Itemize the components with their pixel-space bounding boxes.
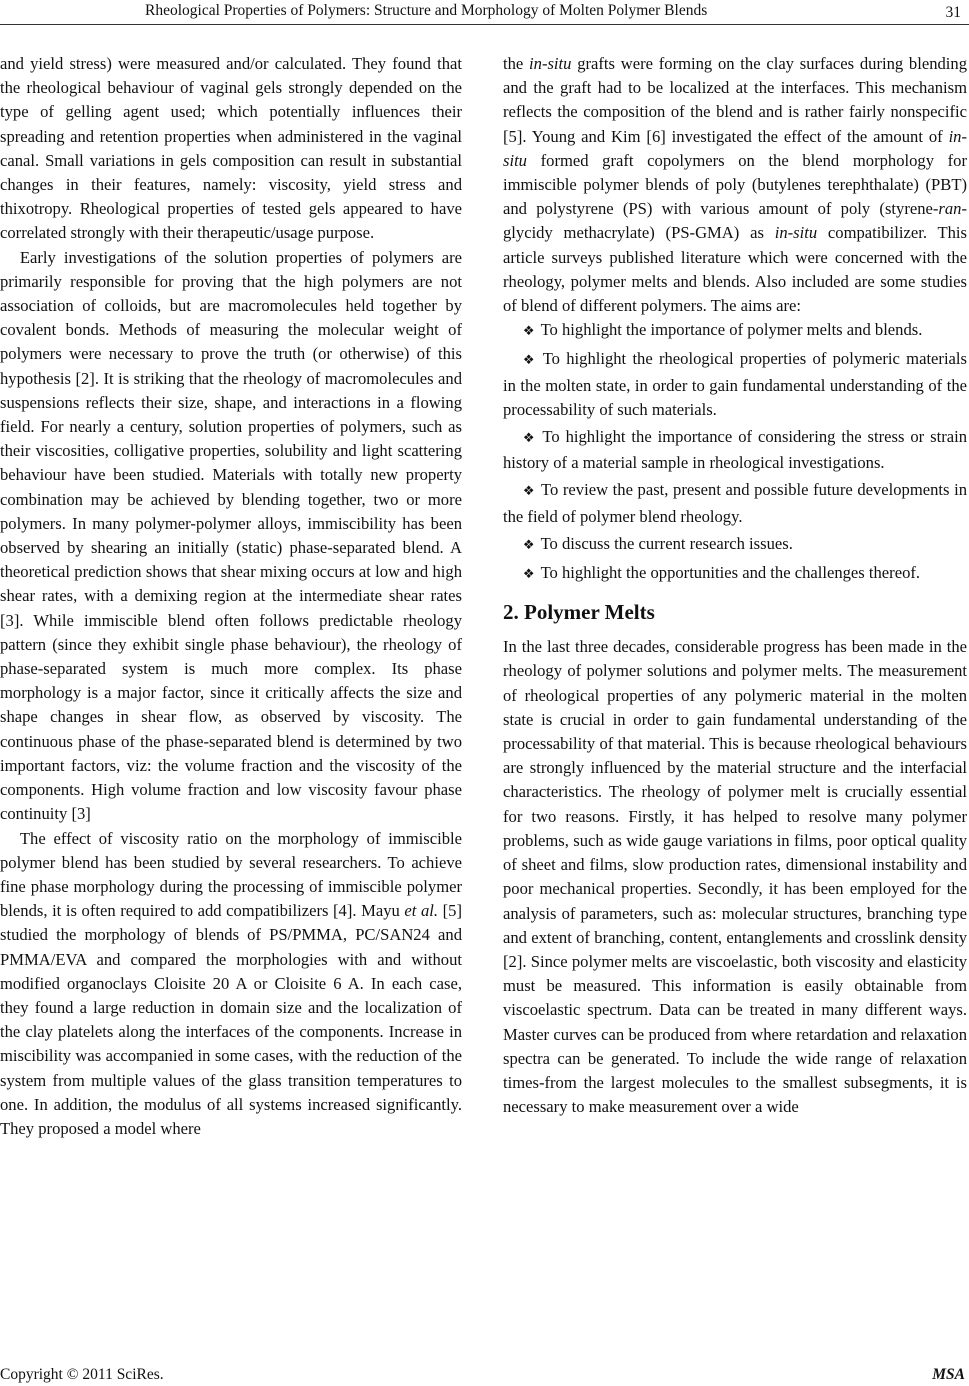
aim-text: To highlight the rheological properties of polymeric materials in the molten state, in order to gain fundamental understanding of the processability of such materials.: [503, 349, 967, 419]
aim-text: To discuss the current research issues.: [540, 533, 793, 553]
left-column: [0, 52, 462, 1141]
paragraph-polymer-melts: In the last three decades, considerable progress has been made in the rheology of polymer solutions and polymer melts. The measurement of rheological properties of any polymeric material in the molten state is crucial in order to gain fundamental understanding of the processability of that material. This is because rheological behaviours are strongly influenced by the material structure and the interfacial characteristics. The rheology of polymer melt is crucially essential for two reasons. Firstly, it has helped to resolve many polymer problems, such as wide gauge variations in films, poor optical quality of sheet and films, slow production rates, dimensional instability and poor mechanical properties. Secondly, it has been employed for the analysis of parameters, such as: molecular structures, branching type and extent of branching, content, entanglements and crosslink density [2]. Since polymer melts are viscoelastic, both viscosity and elasticity must be measured. This information is easily obtainable from viscoelastic spectrum. Data can be treated in many different ways. Master curves can be produced from where retardation and relaxation spectra can be generated. To include the wide range of relaxation times-from the largest molecules to the smallest subsegments, it is necessary to make measurement over a wide: [503, 637, 967, 1117]
text-run: -glycidy methacrylate) (PS-GMA) as: [503, 199, 967, 243]
page-footer: [0, 1364, 969, 1386]
right-column: [503, 52, 967, 1119]
aim-text: To highlight the importance of polymer melts and blends.: [540, 320, 923, 340]
italic-in-situ: in-situ: [503, 126, 967, 170]
diamond-bullet-icon: ❖: [522, 567, 535, 583]
text-run: The effect of viscosity ratio on the morphology of immiscible polymer blend has been studied by several researchers. To achieve fine phase morphology during the processing of immiscible polymer blends, it is often required to add compatibilizers [4]. Mayu: [0, 828, 462, 921]
aim-bullet: [503, 561, 967, 587]
page-number: 31: [945, 4, 961, 21]
paragraph-viscosity-ratio: [0, 827, 462, 1142]
text-run: compatibilizer. This article surveys published literature which were concerned with the rheology, polymer melts and blends. Also included are some studies of blend of different polymers. The aims are:: [503, 223, 967, 316]
text-run: formed graft copolymers on the blend morphology for immiscible polymer blends of poly (butylenes terephthalate) (PBT) and polystyrene (PS) with various amount of poly (styrene-: [503, 150, 967, 219]
running-title: Rheological Properties of Polymers: Structure and Morphology of Molten Polymer Blends: [145, 2, 708, 19]
aim-bullet: [503, 425, 967, 475]
page-header: [0, 0, 969, 30]
aim-bullet: [503, 478, 967, 528]
diamond-bullet-icon: ❖: [522, 324, 535, 340]
italic-in-situ: in-situ: [774, 223, 818, 243]
italic-et-al: et al.: [404, 901, 439, 921]
paragraph-early-investigations: Early investigations of the solution properties of polymers are primarily responsible for proving that the high polymers are not association of colloids, but are macromolecules held together by covalent bonds. Methods of measuring the molecular weight of polymers were necessary to prove the truth (or otherwise) of this hypothesis [2]. It is striking that the rheology of macromolecules and suspensions reflects their size, shape, and interactions in a flowing field. For nearly a century, solution properties of polymers, such as their viscosities, colligative properties, solubility and light scattering behaviour have been studied. Materials with totally new property combination may be achieved by blending together, two or more polymers. In many polymer-polymer alloys, immiscibility has been observed by shearing an initially (static) phase-separated blend. A theoretical prediction shows that shear mixing occurs at low and high shear rates, with a demixing region at the intermediate shear rates [3]. While immiscible blend often follows predictable rheology pattern (since they exhibit single phase behaviour), the rheology of phase-separated system is much more complex. Its phase morphology is a major factor, since it critically affects the size and shape changes in shear flow, as observed by viscosity. The continuous phase of the phase-separated blend is determined by two important factors, viz: the volume fraction and the viscosity of the components. High volume fraction and low viscosity favour phase continuity [3]: [0, 247, 462, 824]
paragraph-continuation: and yield stress) were measured and/or calculated. They found that the rheological behaviour of vaginal gels strongly depended on the type of gelling agent used; which potentially influences their spreading and retention properties when administered in the vaginal canal. Small variations in gels composition can result in substantial changes in their features, namely: viscosity, yield stress and thixotropy. Rheological properties of tested gels appeared to have correlated strongly with their therapeutic/usage purpose.: [0, 54, 462, 243]
aim-text: To review the past, present and possible future developments in the field of polymer blend rheology.: [503, 480, 968, 526]
italic-in-situ: in-situ: [529, 54, 572, 73]
aim-bullet: [503, 318, 967, 344]
aim-bullet: [503, 532, 967, 558]
italic-ran: ran: [938, 199, 962, 219]
diamond-bullet-icon: ❖: [522, 537, 535, 553]
text-run: [5] studied the morphology of blends of PS/PMMA, PC/SAN24 and PMMA/EVA and compared the morphologies with and without modified organoclays Cloisite 20 A or Cloisite 6 A. In each case, they found a large reduction in domain size and the localization of the clay platelets along the interfaces of the components. Increase in miscibility was accompanied in some cases, with the reduction of the system from multiple values of the glass transition temperatures to one. In addition, the modulus of all systems increased significantly. They proposed a model where: [0, 901, 462, 1138]
diamond-bullet-icon: ❖: [522, 484, 536, 500]
diamond-bullet-icon: ❖: [522, 353, 537, 369]
journal-abbreviation: MSA: [932, 1366, 965, 1383]
copyright-notice: Copyright © 2011 SciRes.: [0, 1366, 164, 1383]
aim-text: To highlight the importance of considering the stress or strain history of a material sample in rheological investigations.: [503, 427, 967, 473]
text-run: grafts were forming on the clay surfaces during blending and the graft had to be localized at the interfaces. This mechanism reflects the composition of the blend and is rather fairly nonspecific [5]. Young and Kim [6] investigated the effect of the amount of: [503, 54, 967, 146]
section-heading: 2. Polymer Melts: [503, 600, 655, 625]
aim-text: To highlight the opportunities and the challenges thereof.: [540, 563, 921, 583]
text-run: the: [503, 54, 530, 73]
diamond-bullet-icon: ❖: [522, 431, 537, 447]
aim-bullet: [503, 347, 967, 422]
header-rule: [0, 24, 969, 25]
paragraph-insitu-grafts: [503, 52, 967, 318]
